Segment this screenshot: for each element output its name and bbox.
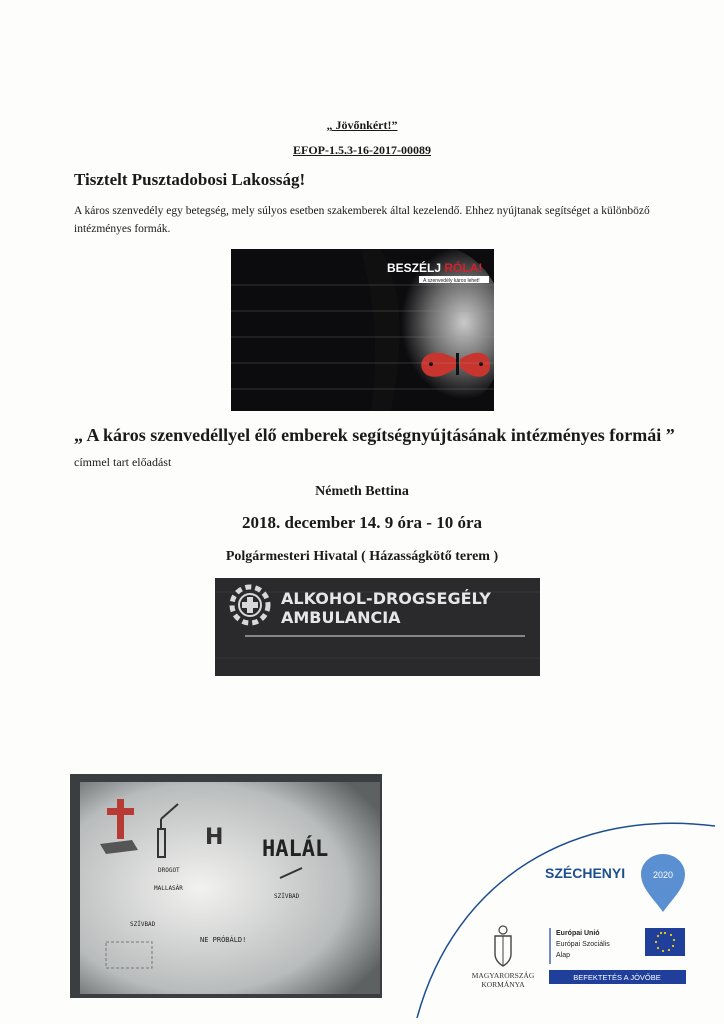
year-label: 2020 (652, 870, 674, 880)
invest-label: BEFEKTETÉS A JÖVŐBE (573, 973, 661, 982)
ambulance-logo-image (215, 578, 540, 676)
speaker-name: Németh Bettina (315, 484, 409, 499)
eu-line3: Alap (556, 952, 571, 959)
ambulance-line1: ALKOHOL-DROGSEGÉLY (281, 589, 491, 608)
board-note1: DROGOT (158, 867, 180, 874)
poster-headline-white: BESZÉLJ (387, 261, 445, 275)
funding-branding (415, 798, 715, 1018)
lecture-title (74, 423, 694, 475)
ambulance-line2: AMBULANCIA (281, 608, 401, 627)
lecture-title-text: „ A káros szenvedéllyel élő emberek segítségnyújtásának intézményes formái ” (74, 425, 675, 445)
board-note2: MALLASÁR (154, 885, 183, 892)
board-note5: SZÍVBAD (130, 921, 156, 928)
event-venue: Polgármesteri Hivatal ( Házasságkötő terem ) (225, 549, 499, 564)
board-heading: HALÁL (262, 837, 329, 862)
svg-text:BESZÉLJ RÓLA! (387, 260, 482, 275)
poster-headline-red: RÓLA! (444, 261, 483, 275)
board-note3: SZÍVBAD (274, 893, 300, 900)
poster-subline: A szenvedély káros lehet! (423, 278, 480, 284)
gov-line2: KORMÁNYA (481, 980, 525, 989)
event-datetime: 2018. december 14. 9 óra - 10 óra (242, 513, 482, 532)
project-code: EFOP-1.5.3-16-2017-00089 (293, 143, 431, 157)
lecture-title-tail: címmel tart előadást (74, 455, 172, 469)
whiteboard-photo (70, 774, 382, 998)
szechenyi-label: SZÉCHENYI (545, 865, 626, 881)
szechenyi-2020-badge (641, 854, 685, 912)
dumbbell-icon: H (205, 825, 224, 850)
eu-flag-icon (645, 928, 685, 956)
campaign-poster-image (231, 249, 494, 411)
board-note4: NE PRÓBÁLD! (200, 936, 247, 944)
intro-paragraph: A káros szenvedély egy betegség, mely súlyos esetben szakemberek által kezelendő. Ehhez nyújtanak segítséget a különböző intézményes formák. (74, 205, 650, 235)
greeting: Tisztelt Pusztadobosi Lakosság! (74, 170, 306, 189)
eu-line1: Európai Unió (556, 930, 600, 937)
motto: „ Jövőnkért!” (326, 118, 398, 132)
hungarian-coat-of-arms-icon (495, 926, 511, 966)
poster-art (231, 249, 494, 411)
gov-line1: MAGYARORSZÁG (471, 971, 535, 980)
eu-line2: Európai Szociális (556, 941, 610, 948)
